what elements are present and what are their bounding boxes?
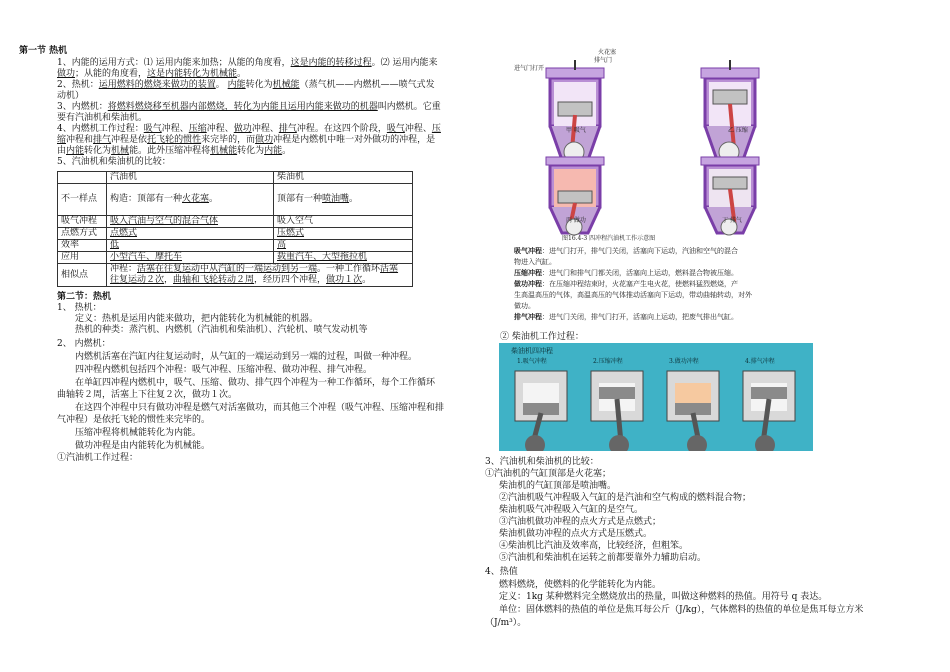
figure-caption: 2.压缩冲程 [593, 358, 623, 365]
text-line: 在这四个冲程中只有做功冲程是燃气对活塞做功，而其他三个冲程（吸气冲程、压缩冲程和排 [75, 403, 445, 413]
table-cell: 压燃式 [274, 228, 413, 240]
figure-label: 火花塞 [598, 49, 617, 56]
text-line: 热机的种类：蒸汽机、内燃机（汽油机和柴油机）、汽轮机、喷气发动机等 [75, 325, 368, 335]
engine-diagram-icon [512, 45, 802, 245]
section-title: 第二节：热机 [57, 292, 112, 302]
table-cell: 低 [107, 240, 274, 252]
stroke-description: 压缩冲程：进气门和排气门都关闭，活塞向上运动，燃料混合物被压缩。 [514, 269, 738, 277]
text-line: 定义：热机是运用内能来做功，把内能转化为机械能的机器。 [75, 314, 319, 324]
text-line: 做功；从能的角度看，这是内能转化为机械能。 [57, 69, 247, 79]
table-cell: 冲程：活塞在往复运动中从汽缸的一端运动到另一端。一种工作循环活塞 往复运动２次，曲轴和飞轮转动２周，经历四个冲程，做功１次。 [107, 264, 413, 287]
text-line: 四冲程内燃机包括四个冲程：吸气冲程、压缩冲程、做功冲程、排气冲程。 [75, 365, 373, 375]
table-cell: 吸入空气 [274, 216, 413, 228]
stroke-description: 做功冲程：在压缩冲程结束时，火花塞产生电火花，使燃料猛烈燃烧，产 [514, 280, 738, 288]
comparison-table [57, 171, 413, 287]
text-line: 内燃机活塞在汽缸内往复运动时，从气缸的一端运动到另一端的过程，叫做一种冲程。 [75, 352, 418, 362]
text-line: 要有汽油机和柴油机。 [57, 113, 148, 123]
text-line: 4、内燃机工作过程：吸气冲程、压缩冲程、做功冲程、排气冲程。在这四个阶段，吸气冲程、压 [57, 124, 441, 134]
table-cell: 点燃式 [107, 228, 274, 240]
table-row [58, 252, 413, 264]
text-line: 5、汽油机和柴油机的比较： [57, 157, 171, 167]
table-cell: 吸气冲程 [58, 216, 107, 228]
text-line: ② 柴油机工作过程： [500, 332, 584, 342]
table-row [58, 240, 413, 252]
table-row [58, 172, 413, 184]
table-cell: 点燃方式 [58, 228, 107, 240]
text-line: （J/m³）。 [485, 618, 527, 628]
figure-caption: 乙 压缩 [728, 127, 748, 134]
stroke-description: 吸气冲程：进气门打开，排气门关闭，活塞向下运动，汽油和空气的混合 [514, 247, 738, 255]
text-line: ③汽油机做功冲程的点火方式是点燃式； [499, 517, 662, 527]
table-cell: 汽油机 [107, 172, 274, 184]
text-line: 在单缸四冲程内燃机中，吸气、压缩、做功、排气四个冲程为一种工作循环，每个工作循环 [75, 378, 436, 388]
text-line: 柴油机做功冲程的点火方式是压燃式。 [499, 529, 653, 539]
text-line: 由内能转化为机械能。此外压缩冲程将机械能转化为内能。 [57, 146, 292, 156]
table-cell: 吸入汽油与空气的混合气体 [107, 216, 274, 228]
table-row [58, 184, 413, 216]
figure-label: 进气门打开 [514, 65, 545, 72]
text-line: 曲轴转２周，活塞上下往复２次，做功１次。 [57, 390, 238, 400]
text-line: 压缩冲程将机械能转化为内能。 [75, 428, 202, 438]
text-line: 动机） [57, 91, 85, 101]
stroke-description: 生高温高压的气体，高温高压的气体推动活塞向下运动，带动曲轴转动，对外 [514, 291, 752, 299]
stroke-description: 做功。 [514, 302, 535, 310]
table-row [58, 216, 413, 228]
figure-caption: 丙 做功 [566, 217, 586, 224]
text-line: 2、热机：运用燃料的燃烧来做功的装置。 内能转化为机械能（蒸气机——内燃机——喷气式发 [57, 80, 435, 90]
text-line: ①汽油机的气缸顶部是火花塞； [485, 469, 612, 479]
table-cell: 高 [274, 240, 413, 252]
text-line: 柴油机吸气冲程吸入气缸的是空气。 [499, 505, 644, 515]
section-title: 第一节 热机 [19, 46, 68, 56]
gasoline-engine-figure [512, 45, 802, 245]
table-cell: 柴油机 [274, 172, 413, 184]
figure-label: 排气门 [594, 57, 613, 64]
text-line: 做功冲程是由内能转化为机械能。 [75, 441, 211, 451]
text-line: 燃料燃烧，使燃料的化学能转化为内能。 [499, 580, 662, 590]
table-cell: 构造：顶部有一种火花塞。 [107, 184, 274, 216]
table-cell: 效率 [58, 240, 107, 252]
figure-title: 图16.4-3 四冲程汽油机工作示意图 [562, 235, 656, 242]
text-line: 4、热值 [485, 567, 518, 577]
table-cell: 小型汽车、摩托车 [107, 252, 274, 264]
text-line: 3、内燃机：将燃料燃烧移至机器内部燃烧，转化为内能且运用内能来做功的机器叫内燃机。它重 [57, 102, 441, 112]
text-line: 1、 热机： [57, 303, 102, 313]
text-line: 2、 内燃机： [57, 339, 111, 349]
diesel-engine-figure [499, 343, 813, 451]
text-line: ②汽油机吸气冲程吸入气缸的是汽油和空气构成的燃料混合物； [499, 493, 752, 503]
text-line: ①汽油机工作过程： [57, 453, 139, 463]
text-line: ⑤汽油机和柴油机在运转之前都要靠外力辅助启动。 [499, 553, 707, 563]
figure-title: 柴油机四冲程 [511, 347, 553, 355]
table-row [58, 228, 413, 240]
table-cell: 载重汽车、大型拖拉机 [274, 252, 413, 264]
figure-caption: 1.吸气冲程 [517, 358, 547, 365]
text-line: 气冲程）是依托飞轮的惯性来完毕的。 [57, 415, 211, 425]
table-cell: 不一样点 [58, 184, 107, 216]
text-line: 缩冲程和排气冲程是依托飞轮的惯性来完毕的，而做功冲程是内燃机中唯一对外做功的冲程，是 [57, 135, 436, 145]
table-row [58, 264, 413, 287]
figure-caption: 4.排气冲程 [745, 358, 775, 365]
text-line: 3、汽油机和柴油机的比较： [485, 457, 599, 467]
table-cell [58, 172, 107, 184]
figure-caption: 丁 排气 [722, 217, 742, 224]
table-cell: 相似点 [58, 264, 107, 287]
text-line: 单位：固体燃料的热值的单位是焦耳每公斤（J/kg），气体燃料的热值的单位是焦耳每立方米 [499, 605, 864, 615]
table-cell: 应用 [58, 252, 107, 264]
text-line: 1、内能的运用方式：⑴ 运用内能来加热；从能的角度看，这是内能的转移过程。⑵ 运用内能来 [57, 58, 438, 68]
text-line: 定义：1kg 某种燃料完全燃烧放出的热量，叫做这种燃料的热值。用符号 q 表达。 [499, 592, 828, 602]
text-line: ④柴油机比汽油及效率高，比较经济，但粗笨。 [499, 541, 689, 551]
figure-caption: 甲 吸气 [566, 127, 586, 134]
stroke-description: 物进入汽缸。 [514, 258, 556, 266]
figure-caption: 3.做功冲程 [669, 358, 699, 365]
table-cell: 顶部有一种喷油嘴。 [274, 184, 413, 216]
text-line: 柴油机的气缸顶部是喷油嘴。 [499, 481, 617, 491]
stroke-description: 排气冲程：进气门关闭，排气门打开，活塞向上运动，把废气排出气缸。 [514, 313, 738, 321]
